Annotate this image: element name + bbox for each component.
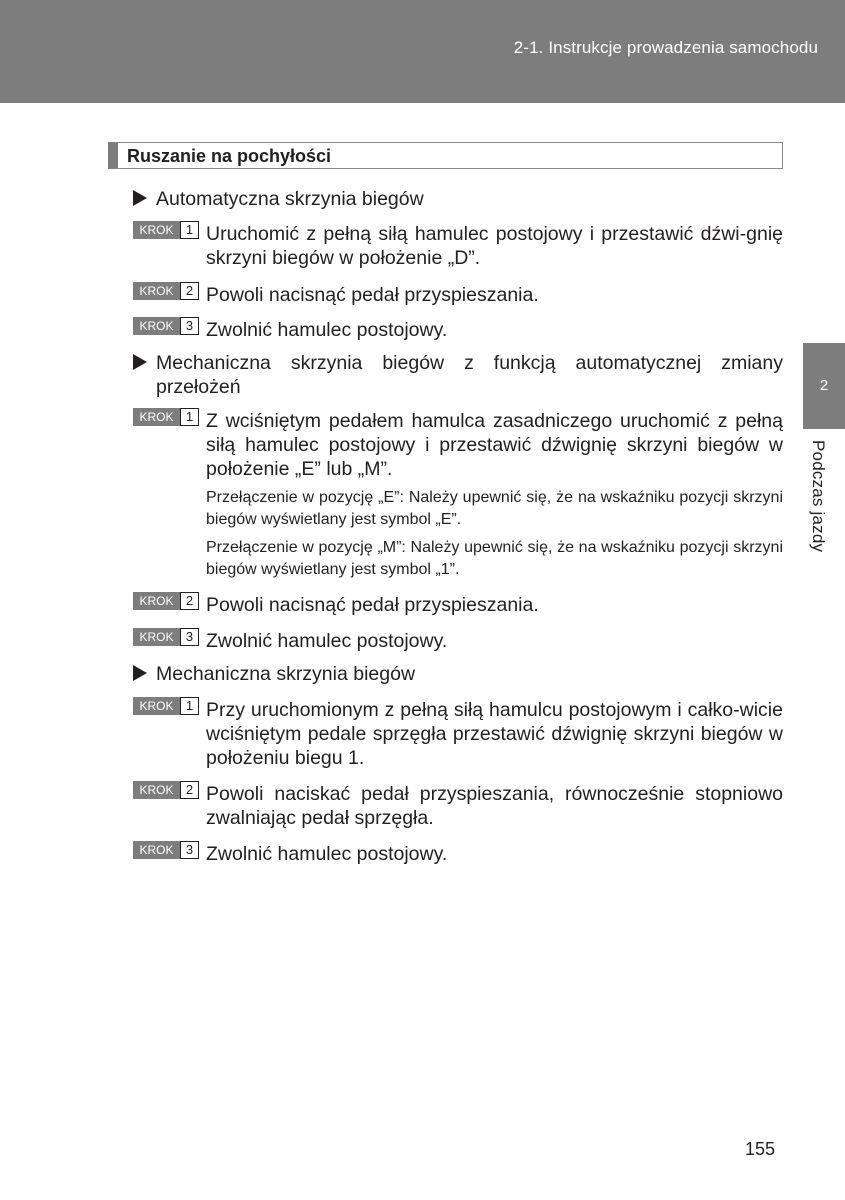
step-badge [133,628,199,646]
bullet-manual: Mechaniczna skrzynia biegów [156,663,416,685]
step-badge [133,841,199,859]
step-text: Powoli nacisnąć pedał przyspieszania. [206,594,539,616]
step-badge [133,697,199,715]
step-number: 3 [180,841,199,859]
page-number: 155 [745,1139,776,1159]
step-badge [133,221,199,239]
note-text: Przełączenie w pozycję „M”: Należy upewnić się, że na wskaźniku pozycji skrzyni biegów wyświetlany jest symbol „1”. [206,539,783,578]
step-number: 3 [180,317,199,335]
step-text: Zwolnić hamulec postojowy. [206,843,448,865]
step-word: KROK [133,697,180,715]
step-word: KROK [133,592,180,610]
step-word: KROK [133,781,180,799]
chapter-number: 2 [819,377,829,394]
step-number: 2 [180,781,199,799]
step-number: 2 [180,282,199,300]
bullet-triangle-icon [133,354,147,370]
step-word: KROK [133,317,180,335]
step-word: KROK [133,221,180,239]
step-number: 1 [180,408,199,426]
chapter-tab [803,343,845,429]
step-text: Powoli nacisnąć pedał przyspieszania. [206,284,539,306]
step-number: 1 [180,697,199,715]
step-word: KROK [133,841,180,859]
step-text: Z wciśniętym pedałem hamulca zasadniczego uruchomić z pełną siłą hamulec postojowy i przestawić dźwignię skrzyni biegów w położenie „E” lub „M”. [206,410,783,480]
step-text: Zwolnić hamulec postojowy. [206,319,448,341]
step-text: Uruchomić z pełną siłą hamulec postojowy i przestawić dźwi-gnię skrzyni biegów w położenie „D”. [206,223,783,269]
section-title: Ruszanie na pochyłości [127,146,332,166]
step-number: 1 [180,221,199,239]
step-word: KROK [133,408,180,426]
header-bar [0,0,845,103]
step-badge [133,282,199,300]
step-word: KROK [133,628,180,646]
bullet-mma: Mechaniczna skrzynia biegów z funkcją automatycznej zmiany przełożeń [156,352,783,398]
step-badge [133,592,199,610]
step-word: KROK [133,282,180,300]
bullet-triangle-icon [133,190,147,206]
note-text: Przełączenie w pozycję „E”: Należy upewnić się, że na wskaźniku pozycji skrzyni biegów wyświetlany jest symbol „E”. [206,489,783,528]
step-badge [133,408,199,426]
bullet-automatic: Automatyczna skrzynia biegów [156,188,424,210]
chapter-side-label: Podczas jazdy [809,440,828,553]
step-text: Powoli naciskać pedał przyspieszania, równocześnie stopniowo zwalniając pedał sprzęgła. [206,783,783,829]
step-text: Przy uruchomionym z pełną siłą hamulcu postojowym i całko-wicie wciśniętym pedale sprzęgła przestawić dźwignię skrzyni biegów w położeniu biegu 1. [206,699,783,769]
step-badge [133,317,199,335]
step-text: Zwolnić hamulec postojowy. [206,630,448,652]
step-badge [133,781,199,799]
chapter-title: 2-1. Instrukcje prowadzenia samochodu [513,38,818,57]
step-number: 2 [180,592,199,610]
step-number: 3 [180,628,199,646]
section-heading [108,142,783,169]
bullet-triangle-icon [133,665,147,681]
